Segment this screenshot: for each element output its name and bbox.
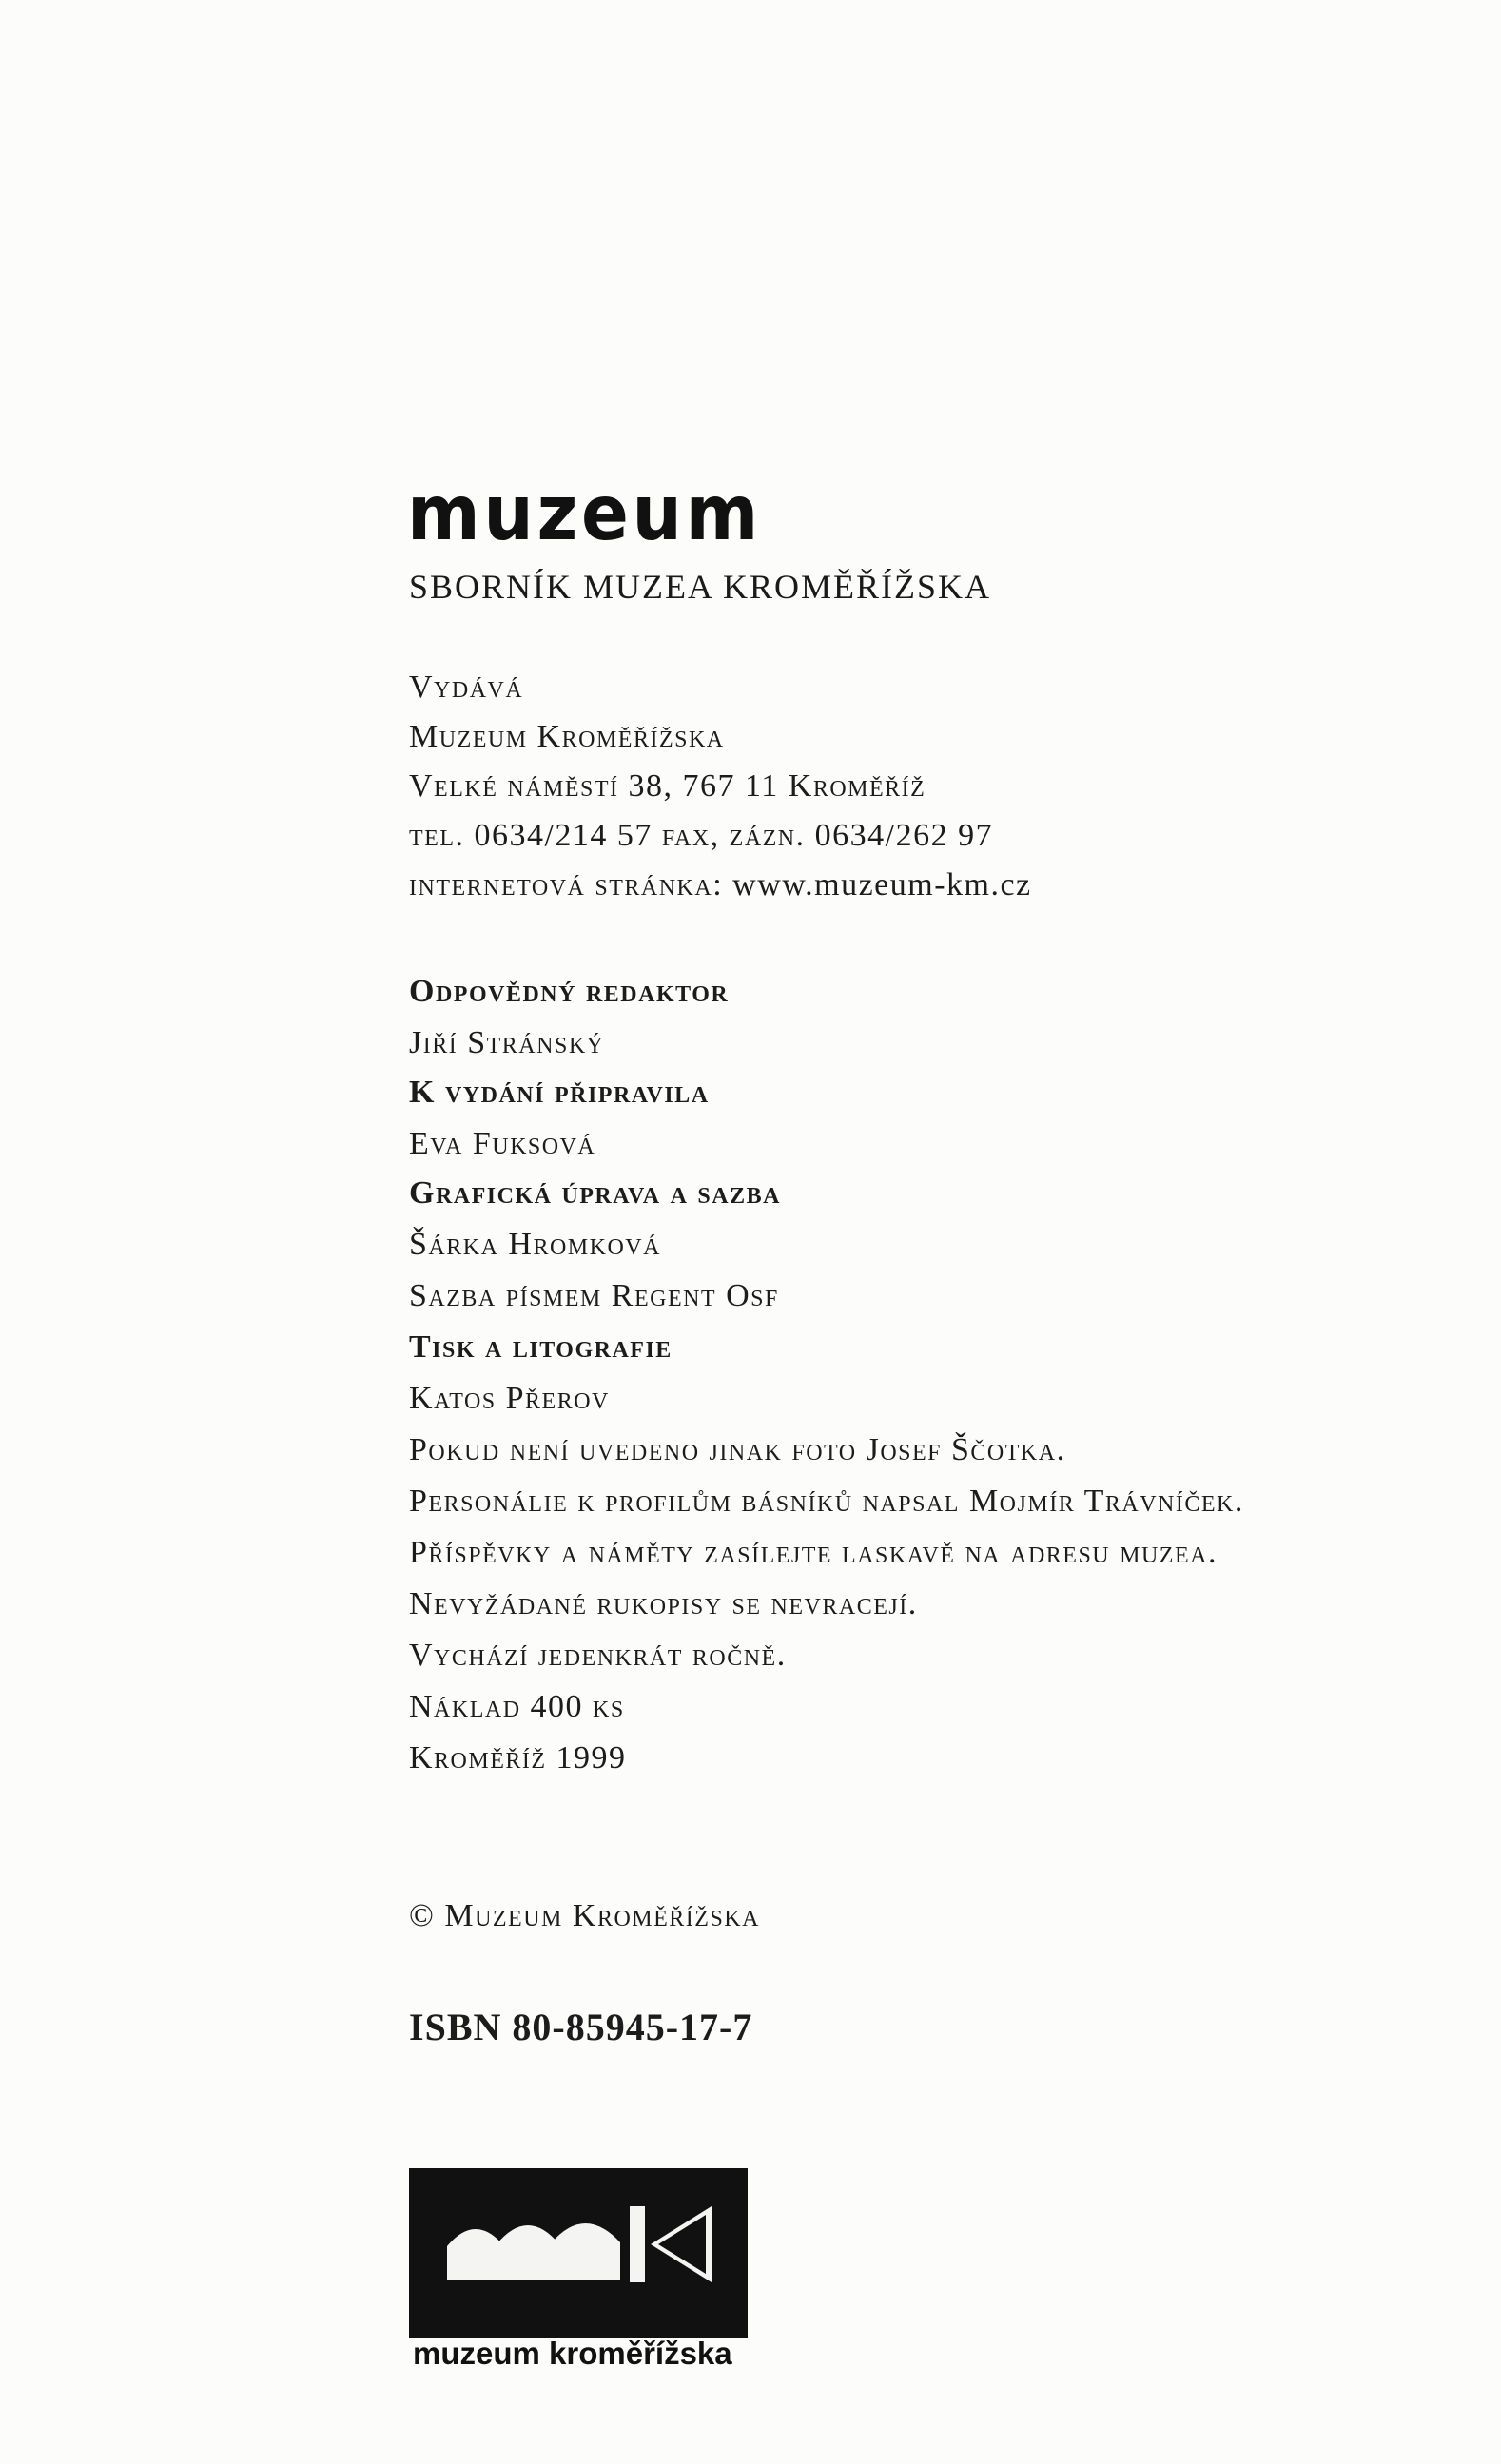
note-print-run: Náklad 400 ks — [409, 1689, 625, 1724]
museum-logo-icon — [409, 2168, 748, 2338]
prepared-name: Eva Fuksová — [409, 1126, 596, 1161]
note-place-year: Kroměříž 1999 — [409, 1740, 627, 1775]
typeface-note: Sazba písmem Regent Osf — [409, 1278, 779, 1313]
note-photo: Pokud není uvedeno jinak foto Josef Ščotka. — [409, 1432, 1066, 1467]
publisher-label: Vydává — [409, 669, 524, 705]
museum-logo — [409, 2168, 748, 2338]
design-label: Grafická úprava a sazba — [409, 1175, 781, 1211]
design-name: Šárka Hromková — [409, 1227, 661, 1262]
print-name: Katos Přerov — [409, 1381, 610, 1416]
isbn-number: ISBN 80-85945-17-7 — [409, 2006, 753, 2048]
web-label: internetová stránka: — [409, 867, 724, 902]
publisher-name: Muzeum Kroměřížska — [409, 719, 725, 754]
logo-caption: muzeum kroměřížska — [413, 2336, 732, 2371]
note-manuscripts: Nevyžádané rukopisy se nevracejí. — [409, 1586, 918, 1621]
publisher-web — [409, 869, 1032, 902]
note-frequency: Vychází jedenkrát ročně. — [409, 1638, 787, 1673]
editor-label: Odpovědný redaktor — [409, 974, 730, 1009]
note-submissions: Příspěvky a náměty zasílejte laskavě na adresu muzea. — [409, 1535, 1218, 1570]
print-label: Tisk a litografie — [409, 1329, 673, 1365]
web-url: www.muzeum-km.cz — [732, 867, 1032, 902]
note-personalia: Personálie k profilům básníků napsal Mojmír Trávníček. — [409, 1484, 1244, 1519]
publisher-address: Velké náměstí 38, 767 11 Kroměříž — [409, 768, 926, 804]
editor-name: Jiří Stránský — [409, 1025, 605, 1060]
publication-subtitle: SBORNÍK MUZEA KROMĚŘÍŽSKA — [409, 568, 992, 606]
prepared-label: K vydání připravila — [409, 1075, 710, 1110]
brand-title: muzeum — [407, 469, 763, 557]
copyright-notice: © Muzeum Kroměřížska — [409, 1898, 760, 1933]
publisher-phone: tel. 0634/214 57 fax, zázn. 0634/262 97 — [409, 818, 994, 853]
